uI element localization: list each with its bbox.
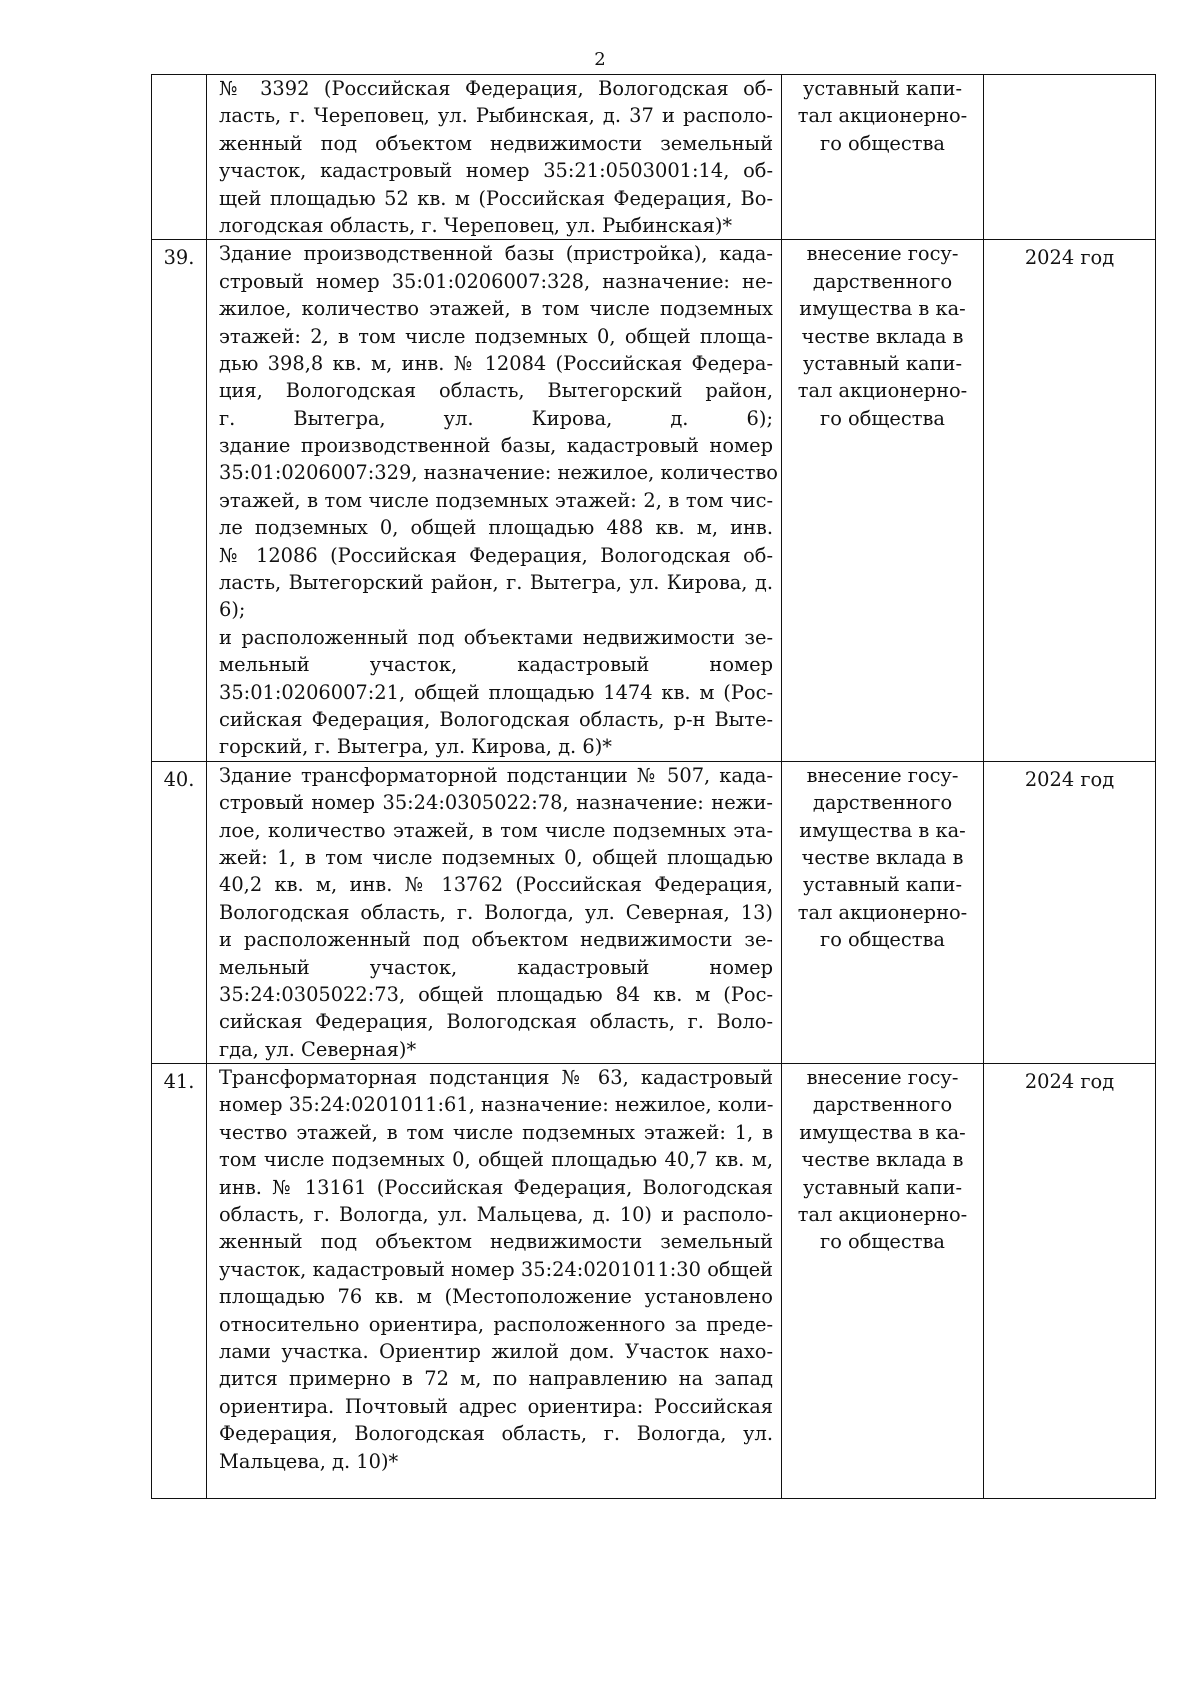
- description-line: горский, г. Вытегра, ул. Кирова, д. 6)*: [219, 735, 612, 759]
- description-line: женный под объектом недвижимости земельный: [219, 131, 773, 155]
- method-line: уставный капи-: [803, 873, 962, 897]
- method-line: дарственного: [812, 791, 953, 815]
- description-line: чество этажей, в том числе подземных этажей: 1, в: [219, 1120, 773, 1144]
- description-line: Вологодская область, г. Вологда, ул. Северная, 13): [219, 900, 773, 924]
- description-line: женный под объектом недвижимости земельный: [219, 1230, 773, 1254]
- description-line: номер 35:24:0201011:61, назначение: нежилое, коли-: [219, 1093, 774, 1117]
- privatization-year: 2024 год: [984, 1064, 1156, 1499]
- method-line: имущества в ка-: [799, 818, 966, 842]
- description-line: Мальцева, д. 10)*: [219, 1449, 399, 1473]
- property-table: [151, 74, 1156, 1499]
- description-line: ласть, г. Череповец, ул. Рыбинская, д. 37 и располо-: [219, 104, 773, 128]
- method-line: тал акционерно-: [797, 104, 968, 128]
- description-line: этажей: 2, в том числе подземных 0, общей площа-: [219, 324, 773, 348]
- description-line: лами участка. Ориентир жилой дом. Участок нахо-: [219, 1339, 773, 1363]
- privatization-year: [984, 75, 1156, 240]
- method-line: го общества: [820, 406, 945, 430]
- method-line: тал акционерно-: [797, 379, 968, 403]
- description-line: дью 398,8 кв. м, инв. № 12084 (Российская Федера-: [219, 351, 773, 375]
- method-line: честве вклада в: [801, 324, 964, 348]
- method-line: тал акционерно-: [797, 1203, 968, 1227]
- method-line: го общества: [820, 928, 945, 952]
- description-line: сийская Федерация, Вологодская область, г. Воло-: [219, 1010, 773, 1034]
- description-line: Федерация, Вологодская область, г. Вологда, ул.: [219, 1422, 773, 1446]
- property-description: [207, 1064, 782, 1499]
- description-line: Трансформаторная подстанция № 63, кадастровый: [219, 1066, 773, 1090]
- description-line: этажей, в том числе подземных этажей: 2, в том чис-: [219, 488, 773, 512]
- method-line: имущества в ка-: [799, 297, 966, 321]
- privatization-method: [782, 240, 984, 761]
- description-line: сийская Федерация, Вологодская область, р-н Выте-: [219, 707, 773, 731]
- table-row: [152, 75, 1156, 240]
- description-line: 35:24:0305022:73, общей площадью 84 кв. м (Рос-: [219, 982, 773, 1006]
- description-line: логодская область, г. Череповец, ул. Рыбинская)*: [219, 213, 733, 237]
- table-row: [152, 240, 1156, 761]
- privatization-method: [782, 761, 984, 1063]
- description-line: 35:01:0206007:329, назначение: нежилое, количество: [219, 461, 778, 485]
- description-line: мельный участок, кадастровый номер: [219, 955, 773, 979]
- description-line: щей площадью 52 кв. м (Российская Федерация, Во-: [219, 186, 773, 210]
- property-description: [207, 240, 782, 761]
- method-line: уставный капи-: [803, 351, 962, 375]
- row-number: [152, 75, 207, 240]
- description-line: участок, кадастровый номер 35:24:0201011:30 общей: [219, 1257, 773, 1281]
- method-line: честве вклада в: [801, 845, 964, 869]
- row-number: 39.: [152, 240, 207, 761]
- description-line: стровый номер 35:01:0206007:328, назначение: не-: [219, 269, 773, 293]
- description-line: Здание производственной базы (пристройка), када-: [219, 242, 773, 266]
- description-line: том числе подземных 0, общей площадью 40,7 кв. м,: [219, 1148, 773, 1172]
- page-number: 2: [594, 49, 606, 70]
- description-line: дится примерно в 72 м, по направлению на запад: [219, 1367, 773, 1391]
- method-line: честве вклада в: [801, 1148, 964, 1172]
- description-line: участок, кадастровый номер 35:21:0503001:14, об-: [219, 159, 773, 183]
- description-line: площадью 76 кв. м (Местоположение установлено: [219, 1285, 773, 1309]
- description-line: Здание трансформаторной подстанции № 507, када-: [219, 763, 773, 787]
- method-line: имущества в ка-: [799, 1120, 966, 1144]
- description-line: и расположенный под объектом недвижимости зе-: [219, 928, 773, 952]
- method-line: внесение госу-: [806, 1066, 959, 1090]
- description-line: мельный участок, кадастровый номер: [219, 653, 773, 677]
- method-line: тал акционерно-: [797, 900, 968, 924]
- description-line: гда, ул. Северная)*: [219, 1037, 417, 1061]
- row-number: 41.: [152, 1064, 207, 1499]
- description-line: 6);: [219, 598, 246, 622]
- method-line: дарственного: [812, 269, 953, 293]
- description-line: 40,2 кв. м, инв. № 13762 (Российская Федерация,: [219, 873, 773, 897]
- description-line: № 12086 (Российская Федерация, Вологодская об-: [219, 543, 773, 567]
- property-description: [207, 75, 782, 240]
- method-line: внесение госу-: [806, 242, 959, 266]
- privatization-year: 2024 год: [984, 761, 1156, 1063]
- description-line: стровый номер 35:24:0305022:78, назначение: нежи-: [219, 791, 773, 815]
- description-line: 35:01:0206007:21, общей площадью 1474 кв. м (Рос-: [219, 680, 773, 704]
- description-line: лое, количество этажей, в том числе подземных эта-: [219, 818, 773, 842]
- description-line: жилое, количество этажей, в том числе подземных: [219, 297, 773, 321]
- method-line: уставный капи-: [803, 1175, 962, 1199]
- method-line: дарственного: [812, 1093, 953, 1117]
- method-line: го общества: [820, 1230, 945, 1254]
- description-line: инв. № 13161 (Российская Федерация, Вологодская: [219, 1175, 773, 1199]
- property-description: [207, 761, 782, 1063]
- description-line: ция, Вологодская область, Вытегорский район,: [219, 379, 773, 403]
- method-line: внесение госу-: [806, 763, 959, 787]
- privatization-method: [782, 1064, 984, 1499]
- description-line: № 3392 (Российская Федерация, Вологодская об-: [219, 77, 773, 100]
- description-line: ласть, Вытегорский район, г. Вытегра, ул. Кирова, д.: [219, 571, 773, 595]
- description-line: ориентира. Почтовый адрес ориентира: Российская: [219, 1394, 773, 1418]
- row-number: 40.: [152, 761, 207, 1063]
- table-row: [152, 761, 1156, 1063]
- description-line: жей: 1, в том числе подземных 0, общей площадью: [219, 845, 773, 869]
- description-line: относительно ориентира, расположенного за преде-: [219, 1312, 773, 1336]
- table-row: [152, 1064, 1156, 1499]
- description-line: г. Вытегра, ул. Кирова, д. 6);: [219, 406, 773, 430]
- method-line: уставный капи-: [803, 77, 962, 100]
- description-line: область, г. Вологда, ул. Мальцева, д. 10) и располо-: [219, 1203, 773, 1227]
- method-line: го общества: [820, 131, 945, 155]
- privatization-method: [782, 75, 984, 240]
- description-line: и расположенный под объектами недвижимости зе-: [219, 625, 773, 649]
- description-line: здание производственной базы, кадастровый номер: [219, 434, 773, 458]
- privatization-year: 2024 год: [984, 240, 1156, 761]
- description-line: ле подземных 0, общей площадью 488 кв. м, инв.: [219, 516, 773, 540]
